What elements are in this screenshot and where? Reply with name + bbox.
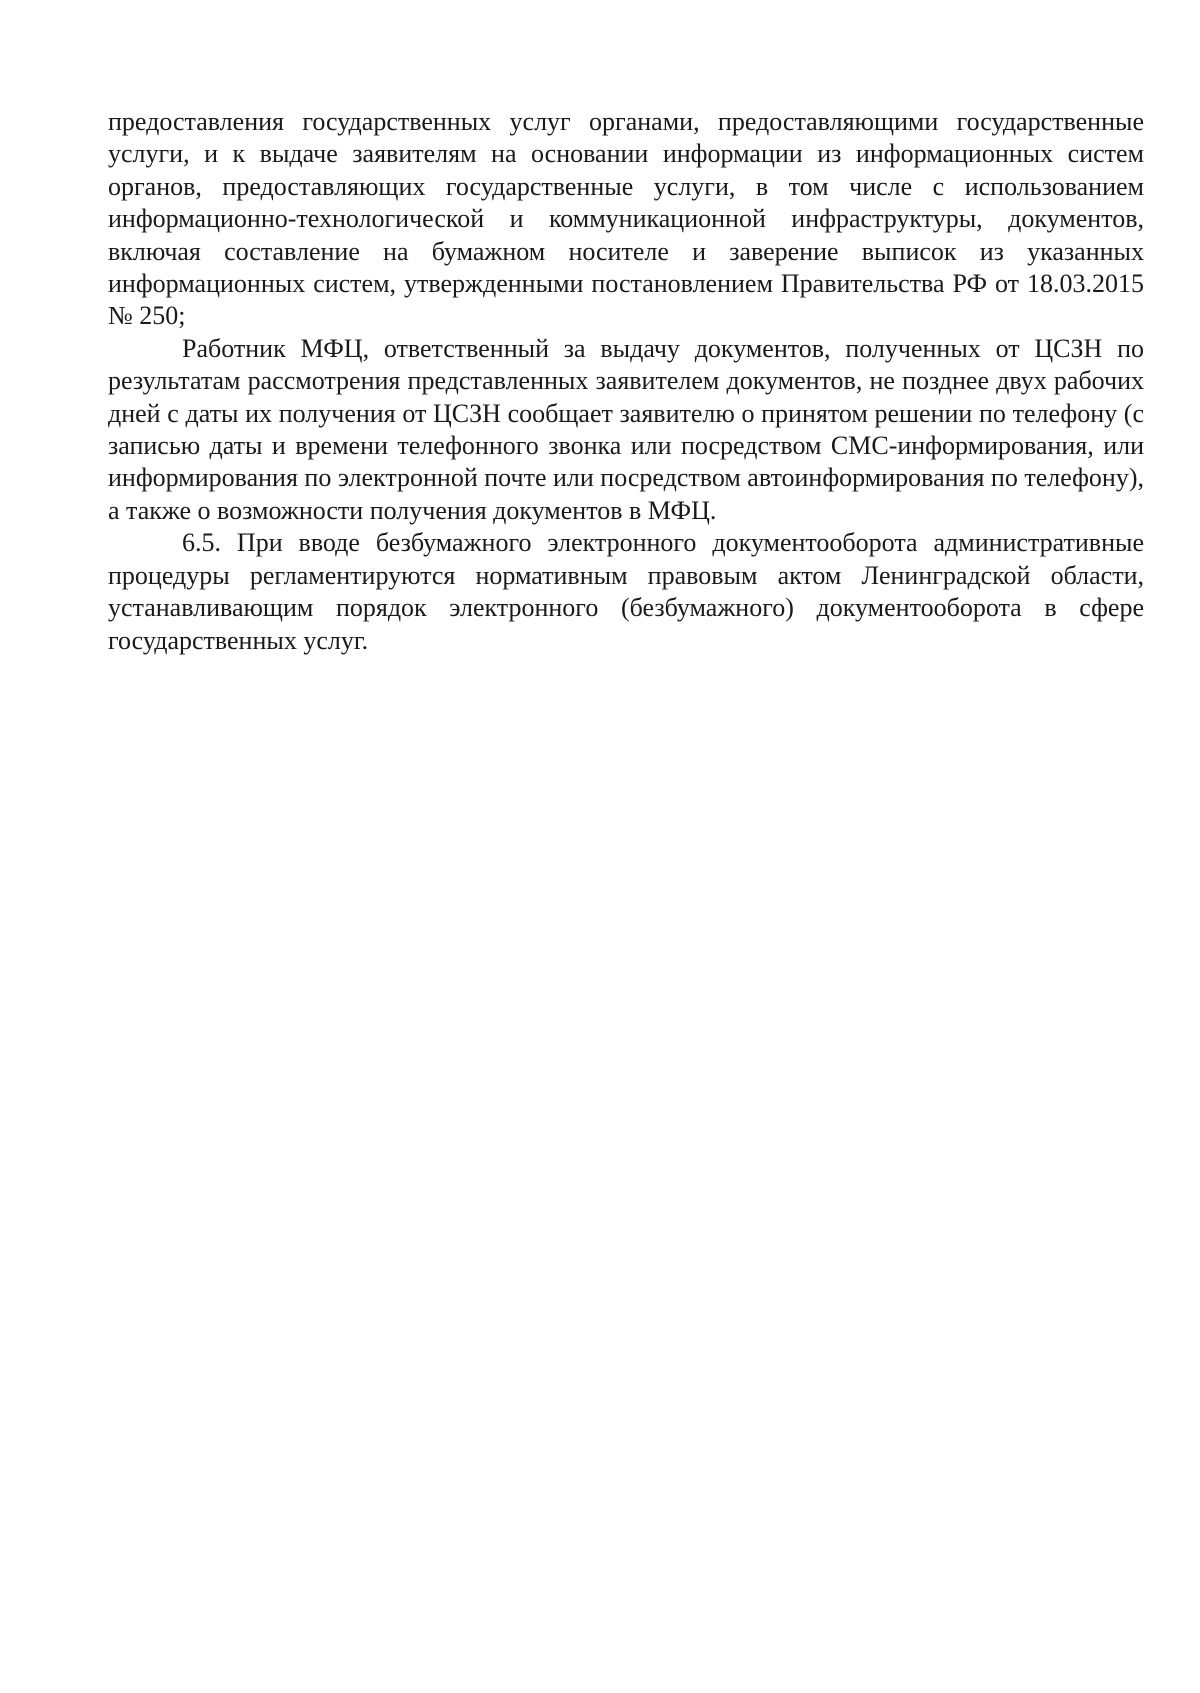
document-body [108,106,1144,657]
paragraph-6-5: 6.5. При вводе безбумажного электронного документооборота административные процедуры регламентируются нормативным правовым актом Ленинградской области, устанавливающим порядок электронного (безбумажного) документооборота в сфере государственных услуг. [108,528,1144,655]
paragraph-continuation: предоставления государственных услуг органами, предоставляющими государственные услуги, и к выдаче заявителям на основании информации из информационных систем органов, предоставляющих государственные услуги, в том числе с использованием информационно-технологической и коммуникационной инфраструктуры, документов, включая составление на бумажном носителе и заверение выписок из указанных информационных систем, утвержденными постановлением Правительства РФ от 18.03.2015 № 250; [108,107,1144,331]
paragraph-mfc-worker: Работник МФЦ, ответственный за выдачу документов, полученных от ЦСЗН по результатам рассмотрения представленных заявителем документов, не позднее двух рабочих дней с даты их получения от ЦСЗН сообщает заявителю о принятом решении по телефону (с записью даты и времени телефонного звонка или посредством СМС-информирования, или информирования по электронной почте или посредством автоинформирования по телефону), а также о возможности получения документов в МФЦ. [108,333,1144,525]
